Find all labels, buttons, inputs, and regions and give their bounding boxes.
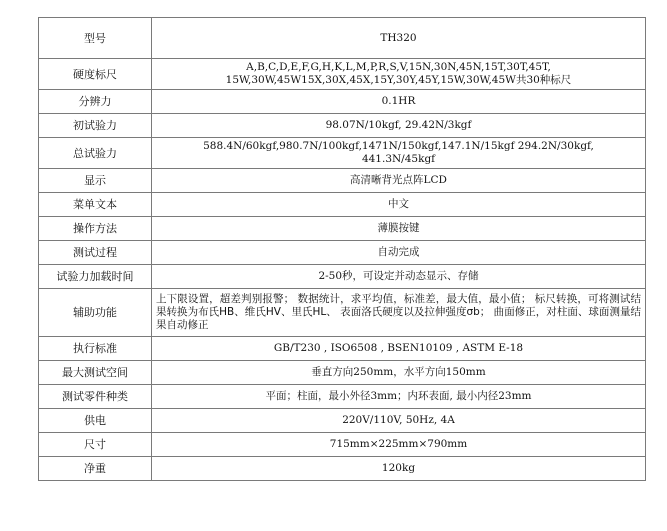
- spec-value: 垂直方向250mm，水平方向150mm: [152, 361, 646, 385]
- spec-row-net-weight: [39, 457, 646, 481]
- spec-label: 测试零件种类: [39, 385, 152, 409]
- spec-row-loading-time: [39, 265, 646, 289]
- spec-value: TH320: [152, 18, 646, 59]
- spec-table: [38, 17, 646, 481]
- spec-label: 执行标准: [39, 337, 152, 361]
- spec-value: 220V/110V, 50Hz, 4A: [152, 409, 646, 433]
- spec-row-power: [39, 409, 646, 433]
- spec-value: 薄膜按键: [152, 217, 646, 241]
- spec-label: 总试验力: [39, 138, 152, 169]
- spec-row-total-force: [39, 138, 646, 169]
- spec-value: A,B,C,D,E,F,G,H,K,L,M,P,R,S,V,15N,30N,45N,15T,30T,45T, 15W,30W,45W15X,30X,45X,15Y,30Y,45Y,15W,30W,45W共30种标尺: [152, 59, 646, 90]
- spec-value: 中文: [152, 193, 646, 217]
- spec-label: 菜单文本: [39, 193, 152, 217]
- spec-row-resolution: [39, 90, 646, 114]
- spec-label: 测试过程: [39, 241, 152, 265]
- spec-value: 自动完成: [152, 241, 646, 265]
- spec-value: 平面；柱面，最小外径3mm；内环表面, 最小内径23mm: [152, 385, 646, 409]
- spec-label: 尺寸: [39, 433, 152, 457]
- spec-label: 型号: [39, 18, 152, 59]
- spec-label: 硬度标尺: [39, 59, 152, 90]
- spec-label: 辅助功能: [39, 289, 152, 337]
- spec-value: 0.1HR: [152, 90, 646, 114]
- spec-label: 试验力加载时间: [39, 265, 152, 289]
- spec-row-display: [39, 169, 646, 193]
- spec-label: 显示: [39, 169, 152, 193]
- spec-value: GB/T230 , ISO6508 , BSEN10109 , ASTM E-18: [152, 337, 646, 361]
- spec-row-dimensions: [39, 433, 646, 457]
- spec-row-operation: [39, 217, 646, 241]
- spec-row-standard: [39, 337, 646, 361]
- spec-row-hardness-scale: [39, 59, 646, 90]
- spec-row-auxiliary: [39, 289, 646, 337]
- spec-row-model: [39, 18, 646, 59]
- spec-value: 98.07N/10kgf, 29.42N/3kgf: [152, 114, 646, 138]
- spec-label: 最大测试空间: [39, 361, 152, 385]
- spec-label: 净重: [39, 457, 152, 481]
- spec-row-max-space: [39, 361, 646, 385]
- spec-row-test-process: [39, 241, 646, 265]
- spec-row-initial-force: [39, 114, 646, 138]
- spec-value: 588.4N/60kgf,980.7N/100kgf,1471N/150kgf,147.1N/15kgf 294.2N/30kgf, 441.3N/45kgf: [152, 138, 646, 169]
- spec-row-part-types: [39, 385, 646, 409]
- spec-value: 715mm×225mm×790mm: [152, 433, 646, 457]
- spec-label: 操作方法: [39, 217, 152, 241]
- spec-row-menu-text: [39, 193, 646, 217]
- spec-label: 供电: [39, 409, 152, 433]
- spec-label: 初试验力: [39, 114, 152, 138]
- spec-value: 120kg: [152, 457, 646, 481]
- spec-value: 上下限设置，超差判别报警； 数据统计，求平均值，标准差，最大值，最小值； 标尺转换，可将测试结果转换为布氏HB、维氏HV、里氏HL、 表面洛氏硬度以及拉伸强度σb； 曲面修正，对柱面、球面测量结果自动修正: [152, 289, 646, 337]
- spec-value: 2-50秒，可设定并动态显示、存储: [152, 265, 646, 289]
- spec-value: 高清晰背光点阵LCD: [152, 169, 646, 193]
- spec-label: 分辨力: [39, 90, 152, 114]
